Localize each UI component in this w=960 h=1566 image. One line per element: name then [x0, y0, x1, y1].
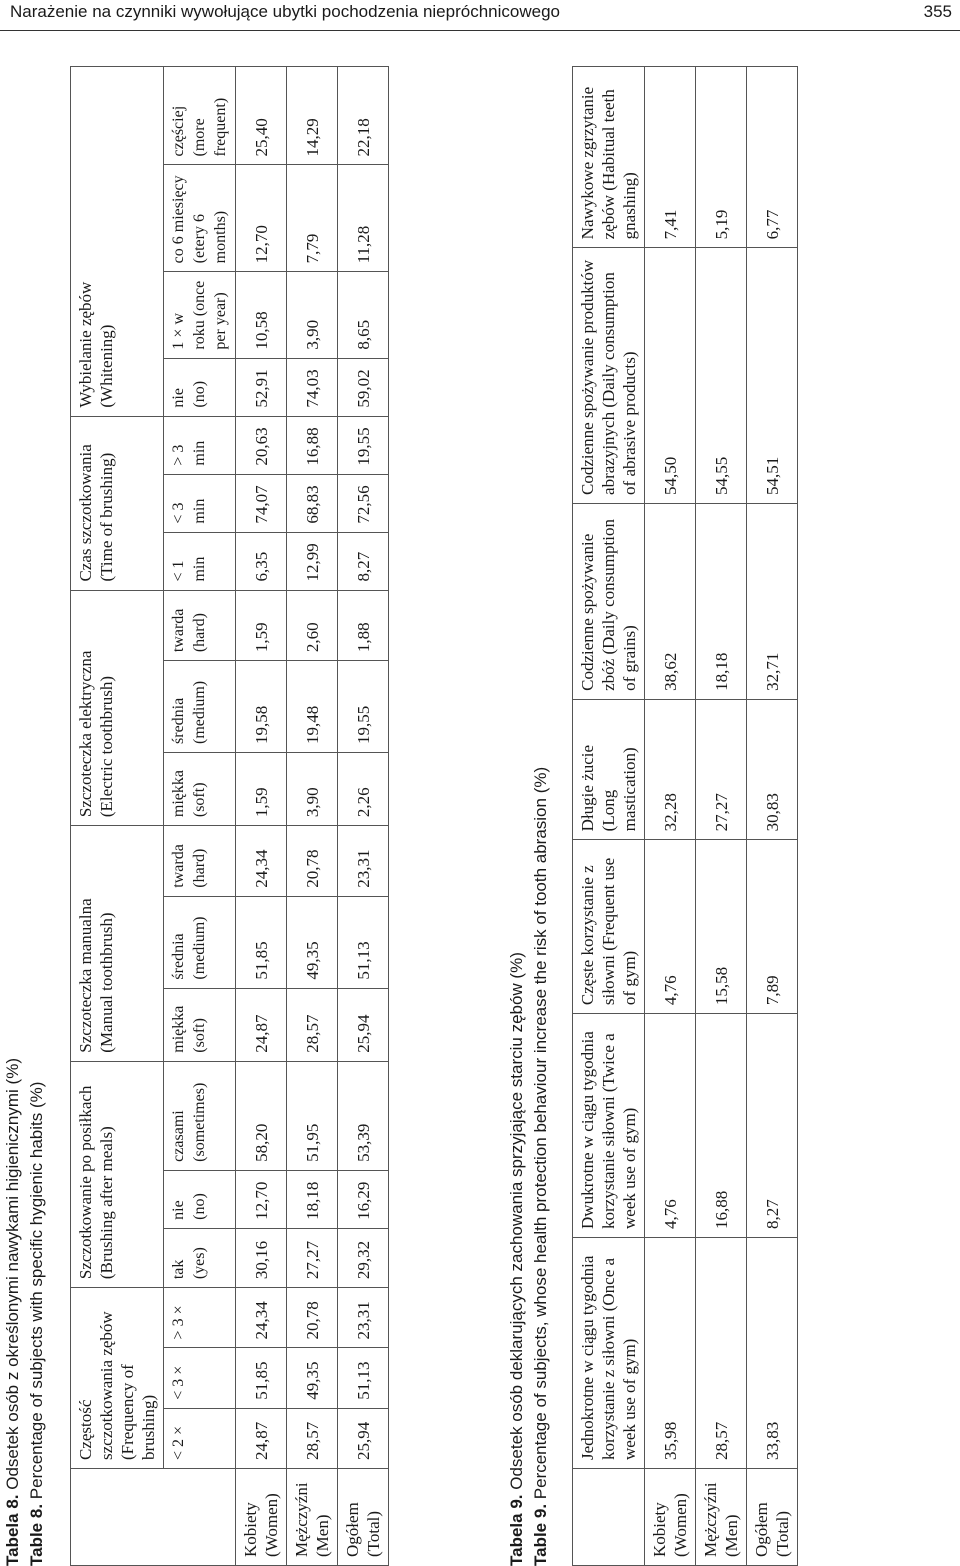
row-label-en: (Women) [671, 1493, 690, 1557]
table8-group-header [71, 590, 164, 826]
table-cell: 54,55 [696, 248, 747, 504]
table9-column-header: Długie żucie (Long mastication) [573, 699, 645, 839]
table8-subheader-cell: częściej (more frequent) [164, 67, 236, 165]
table-cell: 32,71 [747, 503, 798, 699]
group-label-en: (Frequency of brushing) [118, 1364, 158, 1460]
table-cell: 4,76 [645, 1014, 696, 1238]
table8-subheader-cell: nie (no) [164, 358, 236, 416]
table-cell: 14,29 [287, 67, 338, 165]
table8-subheader-cell: 1 × w roku (once per year) [164, 272, 236, 358]
table-cell: 20,78 [287, 1288, 338, 1348]
table9-column-header: Nawykowe zgrzytanie zębów (Habitual teeth gnashing) [573, 67, 645, 248]
table8-subheader-cell: twarda (hard) [164, 826, 236, 897]
table8-group-header [71, 1061, 164, 1287]
table8-subheader-cell: < 3 × [164, 1348, 236, 1408]
rotated-page-content [0, 46, 960, 1566]
table8-group-header [71, 1288, 164, 1469]
table-cell: 38,62 [645, 503, 696, 699]
group-label: Szczoteczka elektryczna [76, 650, 95, 818]
table-cell: 23,31 [338, 826, 389, 897]
table-cell: 12,70 [236, 1170, 287, 1228]
table-cell: 54,50 [645, 248, 696, 504]
row-label-en: (Total) [364, 1510, 383, 1557]
group-label: Szczotkowanie po posiłkach [76, 1085, 95, 1280]
table-cell: 19,48 [287, 661, 338, 753]
group-label-en: (Brushing after meals) [97, 1126, 116, 1280]
table-cell: 16,88 [696, 1014, 747, 1238]
table-row [696, 67, 747, 1566]
row-label [338, 1469, 389, 1566]
table8-subheader-cell: < 3 min [164, 474, 236, 532]
group-label: Szczoteczka manualna [76, 898, 95, 1053]
table-cell: 3,90 [287, 272, 338, 358]
table-cell: 3,90 [287, 752, 338, 825]
table-cell: 16,88 [287, 416, 338, 474]
table-cell: 27,27 [287, 1228, 338, 1287]
group-label-en: (Manual toothbrush) [97, 912, 116, 1053]
table-cell: 16,29 [338, 1170, 389, 1228]
table8-subheader-cell: tak (yes) [164, 1228, 236, 1287]
table8-subheader-cell: twarda (hard) [164, 590, 236, 661]
table-cell: 1,59 [236, 590, 287, 661]
table-cell: 30,83 [747, 699, 798, 839]
table8-subheader-row [164, 67, 236, 1566]
table9-corner-cell [573, 1469, 645, 1566]
row-label-en: (Women) [262, 1493, 281, 1557]
table-cell: 23,31 [338, 1288, 389, 1348]
row-label [287, 1469, 338, 1566]
page-number: 355 [923, 2, 952, 21]
table8-caption-en [26, 1082, 48, 1566]
table-cell: 28,57 [696, 1237, 747, 1468]
table-cell: 8,65 [338, 272, 389, 358]
table-cell: 25,40 [236, 67, 287, 165]
row-label-pl: Kobiety [650, 1502, 669, 1557]
table-cell: 27,27 [696, 699, 747, 839]
table9-caption-pl-label: Tabela 9. [507, 1494, 526, 1566]
table8-subheader-cell: > 3 min [164, 416, 236, 474]
table-cell: 6,77 [747, 67, 798, 248]
table-cell: 1,88 [338, 590, 389, 661]
table-cell: 51,13 [338, 896, 389, 988]
group-label-en: (Whitening) [97, 324, 116, 408]
row-label-en: (Total) [773, 1510, 792, 1557]
table8-subheader-cell: < 1 min [164, 532, 236, 590]
group-label-en: (Electric toothbrush) [97, 675, 116, 818]
row-label [645, 1469, 696, 1566]
table-cell: 2,26 [338, 752, 389, 825]
table-cell: 28,57 [287, 988, 338, 1061]
table-cell: 20,78 [287, 826, 338, 897]
table9-column-header: Codzienne spożywanie zbóż (Daily consumption of grains) [573, 503, 645, 699]
row-label [747, 1469, 798, 1566]
table-cell: 24,34 [236, 826, 287, 897]
table-cell: 7,89 [747, 840, 798, 1014]
table-cell: 30,16 [236, 1228, 287, 1287]
table9-caption-pl-text: Odsetek osób deklarujących zachowania sprzyjające starciu zębów (%) [507, 952, 526, 1495]
row-label-pl: Mężczyźni [292, 1482, 311, 1557]
table-cell: 72,56 [338, 474, 389, 532]
table-cell: 1,59 [236, 752, 287, 825]
table-cell: 74,03 [287, 358, 338, 416]
table8-caption-pl-text: Odsetek osób z określonymi nawykami higienicznymi (%) [3, 1058, 22, 1495]
table-row [287, 67, 338, 1566]
table8-subheader-cell: średnia (medium) [164, 896, 236, 988]
table-cell: 6,35 [236, 532, 287, 590]
table9-caption-en-label: Table 9. [531, 1503, 550, 1566]
table8-subheader-cell: średnia (medium) [164, 661, 236, 753]
table8-subheader-cell: miękka (soft) [164, 752, 236, 825]
table8-caption-pl [2, 1058, 24, 1566]
table-cell: 54,51 [747, 248, 798, 504]
table8 [70, 66, 389, 1566]
table-cell: 58,20 [236, 1061, 287, 1170]
table8-subheader-cell: > 3 × [164, 1288, 236, 1348]
table-cell: 22,18 [338, 67, 389, 165]
table-cell: 11,28 [338, 165, 389, 272]
running-title: Narażenie na czynniki wywołujące ubytki pochodzenia niepróchnicowego [10, 2, 560, 21]
table-cell: 74,07 [236, 474, 287, 532]
table8-subheader-cell: < 2 × [164, 1408, 236, 1468]
table-cell: 33,83 [747, 1237, 798, 1468]
table8-header-row [71, 67, 164, 1566]
table-cell: 4,76 [645, 840, 696, 1014]
table-cell: 49,35 [287, 1348, 338, 1408]
table-cell: 35,98 [645, 1237, 696, 1468]
row-label-pl: Ogółem [343, 1502, 362, 1557]
table9-column-header: Dwukrotne w ciągu tygodnia korzystanie siłowni (Twice a week use of gym) [573, 1014, 645, 1238]
table9-column-header: Jednokrotne w ciągu tygodnia korzystanie z siłowni (Once a week use of gym) [573, 1237, 645, 1468]
table8-caption-en-text: Percentage of subjects with specific hygienic habits (%) [27, 1081, 46, 1504]
table-row [236, 67, 287, 1566]
table-cell: 18,18 [287, 1170, 338, 1228]
table-row [747, 67, 798, 1566]
table8-subheader-cell: miękka (soft) [164, 988, 236, 1061]
table9-caption-en [530, 767, 552, 1566]
table-cell: 68,83 [287, 474, 338, 532]
table-row [645, 67, 696, 1566]
table-cell: 8,27 [747, 1014, 798, 1238]
table8-subheader-cell: czasami (sometimes) [164, 1061, 236, 1170]
running-header [0, 0, 960, 31]
table8-subheader-cell: nie (no) [164, 1170, 236, 1228]
table-cell: 24,34 [236, 1288, 287, 1348]
table-cell: 24,87 [236, 988, 287, 1061]
table9 [572, 66, 798, 1566]
table-cell: 20,63 [236, 416, 287, 474]
row-label-pl: Mężczyźni [701, 1482, 720, 1557]
table-cell: 49,35 [287, 896, 338, 988]
table-cell: 32,28 [645, 699, 696, 839]
table-cell: 25,94 [338, 1408, 389, 1468]
table-cell: 2,60 [287, 590, 338, 661]
table-cell: 59,02 [338, 358, 389, 416]
table-cell: 24,87 [236, 1408, 287, 1468]
row-label-en: (Men) [722, 1514, 741, 1557]
table-cell: 10,58 [236, 272, 287, 358]
table8-group-header [71, 67, 164, 417]
table8-group-header [71, 416, 164, 590]
table-cell: 7,79 [287, 165, 338, 272]
table-cell: 8,27 [338, 532, 389, 590]
table-cell: 7,41 [645, 67, 696, 248]
table-cell: 12,70 [236, 165, 287, 272]
table-cell: 19,58 [236, 661, 287, 753]
table9-column-header: Częste korzystanie z siłowni (Frequent use of gym) [573, 840, 645, 1014]
table8-corner-cell [71, 1469, 236, 1566]
table9-caption-pl [506, 952, 528, 1566]
row-label [236, 1469, 287, 1566]
table-cell: 52,91 [236, 358, 287, 416]
table8-group-header [71, 826, 164, 1062]
table9-header-row [573, 67, 645, 1566]
table-cell: 25,94 [338, 988, 389, 1061]
table9-caption-en-text: Percentage of subjects, whose health protection behaviour increase the risk of tooth abrasion (%) [531, 766, 550, 1504]
group-label-en: (Time of brushing) [97, 452, 116, 582]
table-cell: 18,18 [696, 503, 747, 699]
table-cell: 51,95 [287, 1061, 338, 1170]
group-label: Czas szczotkowania [76, 444, 95, 582]
table8-subheader-cell: co 6 miesięcy (etery 6 months) [164, 165, 236, 272]
table-cell: 12,99 [287, 532, 338, 590]
table8-caption-pl-label: Tabela 8. [3, 1494, 22, 1566]
group-label: Wybielanie zębów [76, 281, 95, 408]
table-cell: 29,32 [338, 1228, 389, 1287]
table-cell: 15,58 [696, 840, 747, 1014]
table-cell: 53,39 [338, 1061, 389, 1170]
table-cell: 28,57 [287, 1408, 338, 1468]
row-label-pl: Ogółem [752, 1502, 771, 1557]
table8-caption-en-label: Table 8. [27, 1503, 46, 1566]
table-cell: 51,13 [338, 1348, 389, 1408]
table-cell: 51,85 [236, 1348, 287, 1408]
group-label: Częstość szczotkowania zębów [76, 1311, 116, 1460]
table-cell: 19,55 [338, 416, 389, 474]
table-row [338, 67, 389, 1566]
table-cell: 5,19 [696, 67, 747, 248]
table-cell: 51,85 [236, 896, 287, 988]
row-label-en: (Men) [313, 1514, 332, 1557]
table9-column-header: Codzienne spożywanie produktów abrazyjnych (Daily consumption of abrasive products) [573, 248, 645, 504]
row-label-pl: Kobiety [241, 1502, 260, 1557]
row-label [696, 1469, 747, 1566]
table-cell: 19,55 [338, 661, 389, 753]
